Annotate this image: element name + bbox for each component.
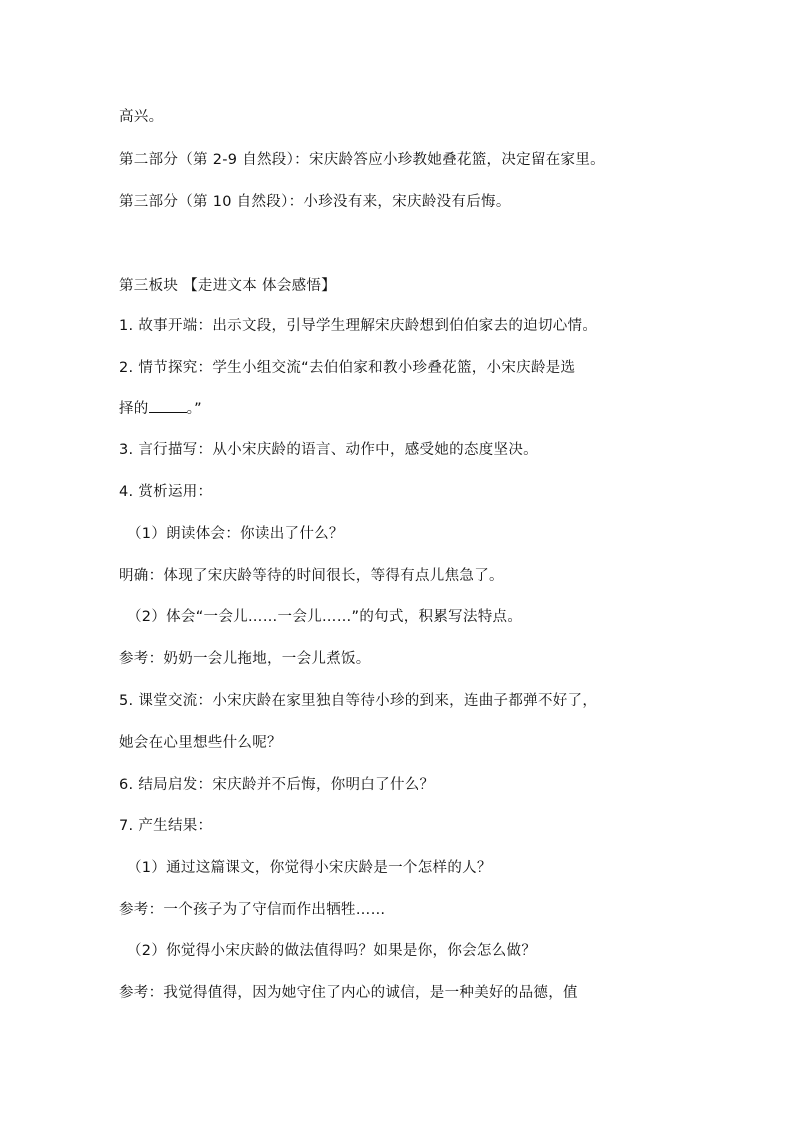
paragraph-continuation: 高兴。	[119, 109, 164, 125]
reference-answer-3: 参考：我觉得值得，因为她守住了内心的诚信，是一种美好的品德，值	[119, 985, 578, 1001]
sub-item-4-1: （1）朗读体会：你读出了什么？	[127, 526, 344, 542]
item-6-ending: 6. 结局启发：宋庆龄并不后悔，你明白了什么？	[119, 777, 435, 793]
fill-in-blank	[149, 400, 187, 413]
item-3-description: 3. 言行描写：从小宋庆龄的语言、动作中，感受她的态度坚决。	[119, 442, 538, 458]
part-three-summary: 第三部分（第 10 自然段）：小珍没有来，宋庆龄没有后悔。	[119, 194, 511, 210]
part-two-summary: 第二部分（第 2-9 自然段）：宋庆龄答应小珍教她叠花篮，决定留在家里。	[119, 152, 605, 168]
item-2-text-start: 择的	[119, 401, 149, 417]
item-7-outcome: 7. 产生结果：	[119, 818, 213, 834]
item-2-text-end: 。”	[186, 401, 202, 417]
reference-answer-2: 参考：一个孩子为了守信而作出牺牲……	[119, 902, 386, 918]
sub-item-7-2: （2）你觉得小宋庆龄的做法值得吗？如果是你，你会怎么做？	[127, 943, 537, 959]
item-4-appreciation: 4. 赏析运用：	[119, 484, 213, 500]
sub-item-4-2: （2）体会“一会儿……一会儿……”的句式，积累写法特点。	[127, 609, 523, 625]
sub-item-7-1: （1）通过这篇课文，你觉得小宋庆龄是一个怎样的人？	[127, 860, 492, 876]
item-5-class-discussion: 5. 课堂交流：小宋庆龄在家里独自等待小珍的到来，连曲子都弹不好了，	[119, 693, 598, 709]
reference-answer-1: 参考：奶奶一会儿拖地，一会儿煮饭。	[119, 651, 371, 667]
item-2-continuation	[119, 399, 719, 419]
answer-clarification: 明确：体现了宋庆龄等待的时间很长，等得有点儿焦急了。	[119, 568, 504, 584]
item-1-story-opening: 1. 故事开端：出示文段，引导学生理解宋庆龄想到伯伯家去的迫切心情。	[119, 318, 598, 334]
item-5-continuation: 她会在心里想些什么呢？	[119, 735, 282, 751]
section-heading: 第三板块 【走进文本 体会感悟】	[119, 278, 337, 294]
item-2-plot-exploration: 2. 情节探究：学生小组交流“去伯伯家和教小珍叠花篮，小宋庆龄是选	[119, 360, 576, 376]
